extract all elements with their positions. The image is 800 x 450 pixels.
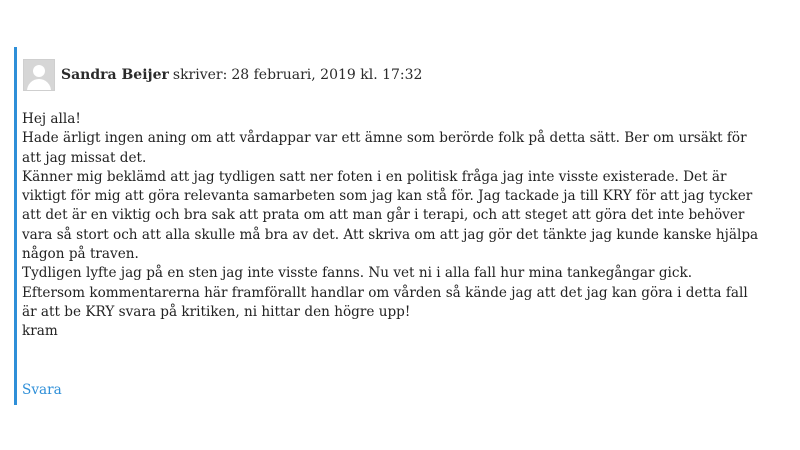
comment-body [22, 110, 782, 342]
avatar-shoulders [27, 79, 51, 91]
comment-line: någon på traven. [22, 246, 139, 263]
comment-header [23, 59, 422, 91]
comment-says: skriver: [172, 67, 228, 83]
avatar [23, 59, 55, 91]
comment-line: viktigt för mig att göra relevanta samarbeten som jag kan stå för. Jag tackade ja till KRY för att jag tycker [22, 188, 753, 205]
avatar-head [33, 65, 45, 77]
comment-meta [61, 65, 422, 85]
comment-line: vara så stort och att alla skulle må bra av det. Att skriva om att jag gör det tänkte jag kunde kanske hjälpa [22, 226, 759, 243]
comment-date: 28 februari, 2019 kl. 17:32 [231, 67, 423, 83]
comment-author: Sandra Beijer [61, 67, 169, 83]
comment-line: att det är en viktig och bra sak att prata om att man går i terapi, och att steget att göra det inte behöver [22, 207, 745, 224]
comment-line: Hade ärligt ingen aning om att vårdappar var ett ämne som berörde folk på detta sätt. Ber om ursäkt för [22, 130, 747, 147]
comment-line: Tydligen lyfte jag på en sten jag inte visste fanns. Nu vet ni i alla fall hur mina tankegångar gick. [22, 265, 693, 282]
comment-line: kram [22, 323, 58, 340]
reply-link[interactable]: Svara [22, 382, 62, 398]
comment-line: Känner mig beklämd att jag tydligen satt ner foten i en politisk fråga jag inte visste existerade. Det är [22, 168, 727, 185]
comment-line: är att be KRY svara på kritiken, ni hittar den högre upp! [22, 303, 411, 320]
comment-line: Eftersom kommentarerna här framförallt handlar om vården så kände jag att det jag kan göra i detta fall [22, 284, 748, 301]
comment [14, 47, 784, 405]
comment-line: Hej alla! [22, 111, 81, 127]
comment-line: att jag missat det. [22, 149, 147, 166]
